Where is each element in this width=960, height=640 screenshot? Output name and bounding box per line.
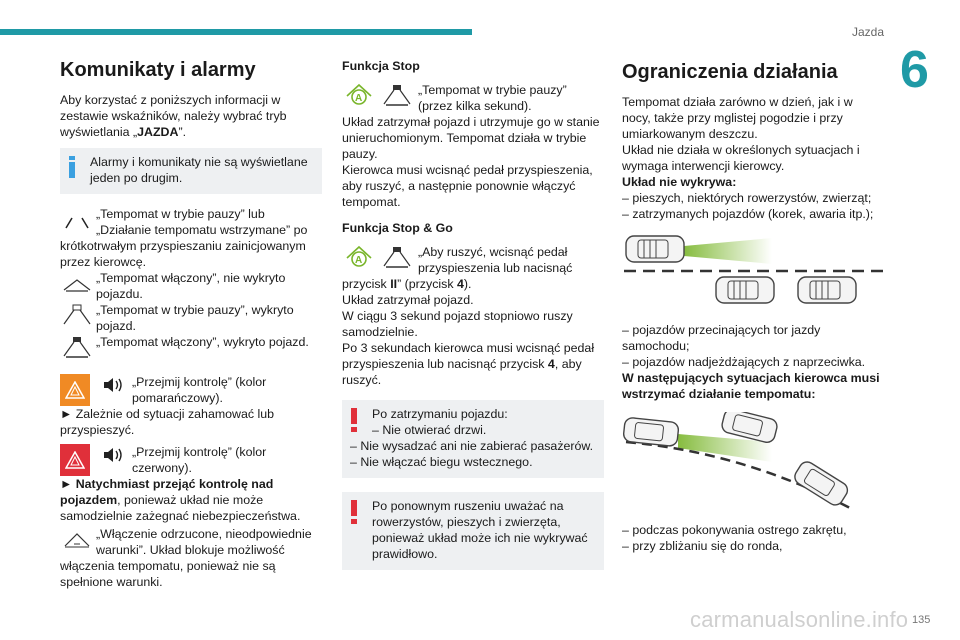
stop-text: Układ zatrzymał pojazd i utrzymuje go w stanie unieruchomionym. Tempomat działa w trybie pauzy. [342, 115, 600, 161]
cruise-a-icon [342, 244, 380, 270]
message-paused-cont: krótkotrwałym przyspieszaniu zainicjowanym przez kierowcę. [60, 239, 306, 269]
suspend-item-2: – przy zbliżaniu się do ronda, [622, 539, 783, 553]
message-paused-text: „Tempomat w trybie pauzy” lub „Działanie tempomatu wstrzymane” po [96, 207, 308, 237]
header-accent-bar [0, 29, 472, 35]
alert-orange-followup: ► Zależnie od sytuacji zahamować lub przyspieszyć. [60, 407, 275, 437]
sound-icon [96, 374, 130, 396]
sharp-bend-illustration [622, 412, 884, 512]
stopped-vehicles-illustration [622, 232, 884, 312]
alert-red-followup: ► Natychmiast przejąć kontrolę nad pojazdem, ponieważ układ nie może samodzielnie zażegnać niebezpieczeństwa. [60, 477, 301, 523]
disabled-cont: włączenia tempomatu, ponieważ nie są spełnione warunki. [60, 559, 276, 589]
message-paused-vehicle-row [60, 302, 322, 334]
column-stop-functions [342, 58, 604, 578]
vehicle-stopped-icon [380, 244, 414, 270]
alert-red-row [60, 444, 322, 476]
column-limitations [622, 58, 884, 554]
limitations-p1: Tempomat działa zarówno w dzień, jak i w nocy, także przy mglistej pogodzie i przy umiarkowanym deszczu. [622, 95, 853, 141]
not-detect-heading: Układ nie wykrywa: [622, 175, 737, 189]
vehicle-stopped-icon [380, 82, 414, 108]
message-on-no-vehicle-row [60, 270, 322, 302]
vehicle-ahead-icon [60, 302, 94, 328]
not-detect-item-4: – pojazdów nadjeżdżających z naprzeciwka. [622, 355, 866, 369]
suspend-heading: W następujących sytuacjach kierowca musi wstrzymać działanie tempomatu: [622, 371, 880, 401]
info-box [60, 148, 322, 194]
warning-triangle-red-icon [60, 444, 90, 476]
chapter-number: 6 [900, 41, 929, 99]
warning-stopped-line3: – Nie wysadzać ani nie zabierać pasażerów. [350, 439, 594, 453]
message-on-no-vehicle-text: „Tempomat włączony”, nie wykryto pojazdu. [96, 271, 286, 301]
stop-text-2: Kierowca musi wcisnąć pedał przyspieszenia, aby ruszyć, a następnie ponownie włączyć tempomat. [342, 163, 593, 209]
stop-heading: Funkcja Stop [342, 59, 420, 73]
not-detect-item-2: – zatrzymanych pojazdów (korek, awaria itp.); [622, 207, 874, 221]
disabled-text: „Włączenie odrzucone, nieodpowiednie warunki”. Układ blokuje możliwość [96, 527, 312, 557]
stop-message-row [342, 82, 604, 114]
message-paused-vehicle-text: „Tempomat w trybie pauzy”, wykryto pojazd. [96, 303, 294, 333]
alert-red-text: „Przejmij kontrolę” (kolor czerwony). [132, 445, 267, 475]
cruise-off-icon [60, 526, 94, 552]
messages-title: Komunikaty i alarmy [60, 59, 256, 81]
page-number: 135 [912, 614, 931, 626]
warning-stopped-line2: – Nie otwierać drzwi. [372, 423, 487, 437]
message-paused-row [60, 206, 322, 238]
section-label: Jazda [852, 25, 885, 39]
stopgo-text-1: Układ zatrzymał pojazd. [342, 293, 474, 307]
exclamation-icon [350, 500, 358, 524]
vehicle-detected-icon [60, 334, 94, 360]
cruise-road-icon [60, 270, 94, 296]
stopgo-text-2: W ciągu 3 sekund pojazd stopniowo ruszy samodzielnie. [342, 309, 573, 339]
not-detect-item-1: – pieszych, niektórych rowerzystów, zwierząt; [622, 191, 872, 205]
alert-orange-row [60, 374, 322, 406]
watermark: carmanualsonline.info [690, 607, 909, 632]
exclamation-icon [350, 408, 358, 432]
disabled-row [60, 526, 322, 558]
message-on-vehicle-text: „Tempomat włączony”, wykryto pojazd. [96, 335, 309, 349]
info-box-text: Alarmy i komunikaty nie są wyświetlane jeden po drugim. [90, 155, 308, 185]
warning-restart-text: Po ponownym ruszeniu uważać na rowerzystów, pieszych i zwierzęta, ponieważ układ może ich nie wykrywać prawidłowo. [372, 499, 588, 561]
warning-stopped-line1: Po zatrzymaniu pojazdu: [372, 407, 508, 421]
stopgo-message-row [342, 244, 604, 276]
car-icon [626, 236, 684, 262]
message-on-vehicle-row [60, 334, 322, 360]
stopgo-message-text: „Aby ruszyć, wcisnąć pedał przyspieszenia lub nacisnąć [418, 245, 573, 275]
info-icon [68, 156, 76, 178]
warning-stopped-line4: – Nie włączać biegu wstecznego. [350, 455, 533, 469]
svg-text:A: A [355, 93, 363, 104]
warning-triangle-orange-icon [60, 374, 90, 406]
lane-lines-icon [60, 206, 94, 232]
limitations-title: Ograniczenia działania [622, 61, 838, 83]
column-messages [60, 58, 322, 590]
sound-icon [96, 444, 130, 466]
not-detect-item-3: – pojazdów przecinających tor jazdy samochodu; [622, 323, 821, 353]
cruise-a-icon [342, 82, 380, 108]
alert-orange-text: „Przejmij kontrolę” (kolor pomarańczowy). [132, 375, 267, 405]
warning-box-restart [342, 492, 604, 570]
limitations-p2: Układ nie działa w określonych sytuacjach i wymaga interwencji kierowcy. [622, 143, 860, 173]
stopgo-heading: Funkcja Stop & Go [342, 221, 453, 235]
stop-message-text: „Tempomat w trybie pauzy” (przez kilka sekund). [418, 83, 567, 113]
stopgo-message-cont: przycisk II” (przycisk 4). [342, 277, 472, 291]
suspend-item-1: – podczas pokonywania ostrego zakrętu, [622, 523, 847, 537]
messages-intro: Aby korzystać z poniższych informacji w zestawie wskaźników, należy wybrać tryb wyświetlania „JAZDA”. [60, 93, 287, 139]
warning-box-stopped [342, 400, 604, 478]
stopgo-text-3: Po 3 sekundach kierowca musi wcisnąć pedał przyspieszenia lub nacisnąć przycisk 4, aby ruszyć. [342, 341, 595, 387]
svg-text:A: A [355, 255, 363, 266]
